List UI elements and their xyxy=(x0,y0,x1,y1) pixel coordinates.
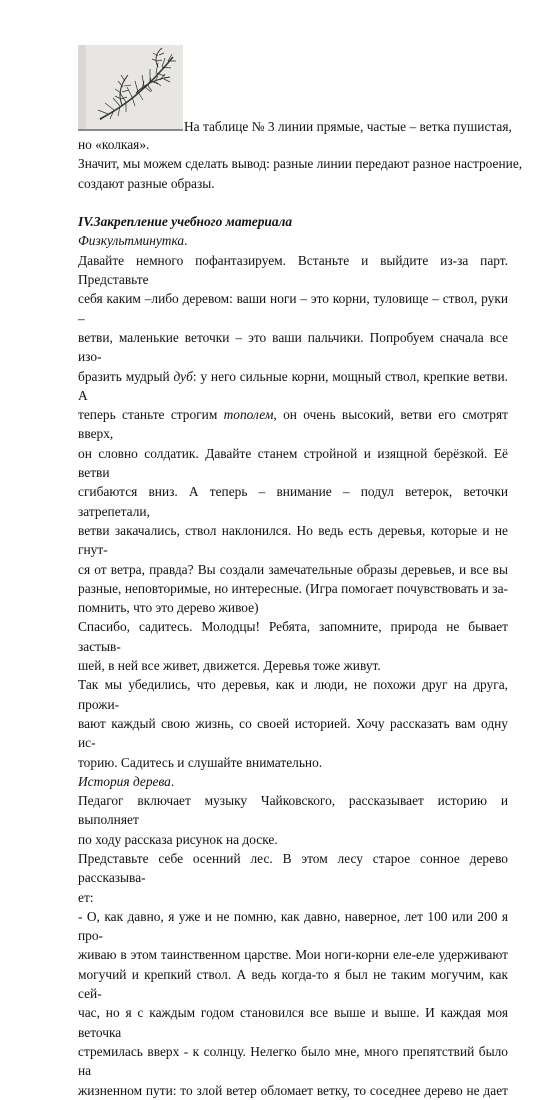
text-run: бразить мудрый xyxy=(78,368,174,384)
subheading-text: История дерева xyxy=(78,773,171,789)
text-run: теперь станьте строгим xyxy=(78,407,224,423)
text-line: стремилась вверх - к солнцу. Нелегко было мне, много препятствий было на xyxy=(78,1043,508,1079)
subheading-dot: . xyxy=(170,773,175,789)
text-line: Педагог включает музыку Чайковского, рассказывает историю и выполняет xyxy=(78,793,508,828)
text-line: но «колкая». xyxy=(78,137,150,152)
figure-caption: На таблице № 3 линии прямые, частые – ветка пушистая, xyxy=(184,119,512,134)
text-line-oak xyxy=(78,367,508,406)
figure-underline xyxy=(78,129,183,131)
italic-word-poplar: тополем xyxy=(223,407,274,423)
text-line: Спасибо, садитесь. Молодцы! Ребята, запомните, природа не бывает застыв- xyxy=(78,619,508,654)
text-line: Представьте себе осенний лес. В этом лесу старое сонное дерево рассказыва- xyxy=(78,850,508,886)
pine-branch-image xyxy=(78,45,183,129)
figure-row xyxy=(78,45,512,135)
text-line: себя каким –либо деревом: ваши ноги – это корни, туловище – ствол, руки – xyxy=(78,291,508,326)
text-line: жизненном пути: то злой ветер обломает ветку, то соседнее дерево не дает xyxy=(78,1082,508,1098)
text-line: по ходу рассказа рисунок на доске. xyxy=(78,831,278,847)
text-line: Давайте немного пофантазируем. Встаньте и выйдите из-за парт. Представьте xyxy=(78,252,508,288)
text-line: сгибаются вниз. А теперь – внимание – подул ветерок, веточки затрепетали, xyxy=(78,484,508,519)
pine-branch-icon xyxy=(78,45,183,129)
text-line: ветви закачались, ствол наклонился. Но ведь есть деревья, которые и не гнут- xyxy=(78,522,508,558)
text-line: разные, неповторимые, но интересные. (Игра помогает почувствовать и за- xyxy=(78,580,508,596)
section-heading: IV.Закрепление учебного материала xyxy=(78,214,293,230)
paragraph-gap xyxy=(78,193,508,212)
text-line: ся от ветра, правда? Вы создали замечательные образы деревьев, и все вы xyxy=(78,561,508,577)
text-run: , он очень высокий, ветви его смотрят вверх, xyxy=(78,407,508,442)
text-line: торию. Садитесь и слушайте внимательно. xyxy=(78,754,323,770)
subheading-dot: . xyxy=(184,233,188,249)
text-line: ет: xyxy=(78,889,94,905)
text-line: могучий и крепкий ствол. А ведь когда-то я был не таким могучим, как сей- xyxy=(78,966,508,1002)
text-line: создают разные образы. xyxy=(78,175,215,191)
text-line: час, но я с каждым годом становился все выше и выше. И каждая моя веточка xyxy=(78,1005,508,1040)
text-line: - О, как давно, я уже и не помню, как давно, наверное, лет 100 или 200 я про- xyxy=(78,908,508,944)
italic-word-oak: дуб xyxy=(173,368,193,384)
text-line-poplar xyxy=(78,405,508,444)
text-line: Значит, мы можем сделать вывод: разные линии передают разное настроение, xyxy=(78,156,523,172)
subheading-tree-story xyxy=(78,772,508,791)
text-line: живаю в этом таинственном царстве. Мои ноги-корни еле-еле удерживают xyxy=(78,947,508,963)
subheading-text: Физкультминутка xyxy=(78,233,185,249)
document-body xyxy=(78,135,523,1100)
text-line: он словно солдатик. Давайте станем стройной и изящной берёзкой. Её ветви xyxy=(78,445,508,481)
text-run: : у него сильные корни, мощный ствол, крепкие ветви. А xyxy=(78,368,508,403)
text-line: Так мы убедились, что деревья, как и люди, не похожи друг на друга, прожи- xyxy=(78,677,508,712)
text-line: вают каждый свою жизнь, со своей историей. Хочу рассказать вам одну ис- xyxy=(78,715,508,751)
text-line: ветви, маленькие веточки – это ваши пальчики. Попробуем сначала все изо- xyxy=(78,329,508,365)
subheading-physical-minute xyxy=(78,231,508,250)
text-line: помнить, что это дерево живое) xyxy=(78,600,259,616)
text-line: шей, в ней все живет, движется. Деревья тоже живут. xyxy=(78,658,381,674)
